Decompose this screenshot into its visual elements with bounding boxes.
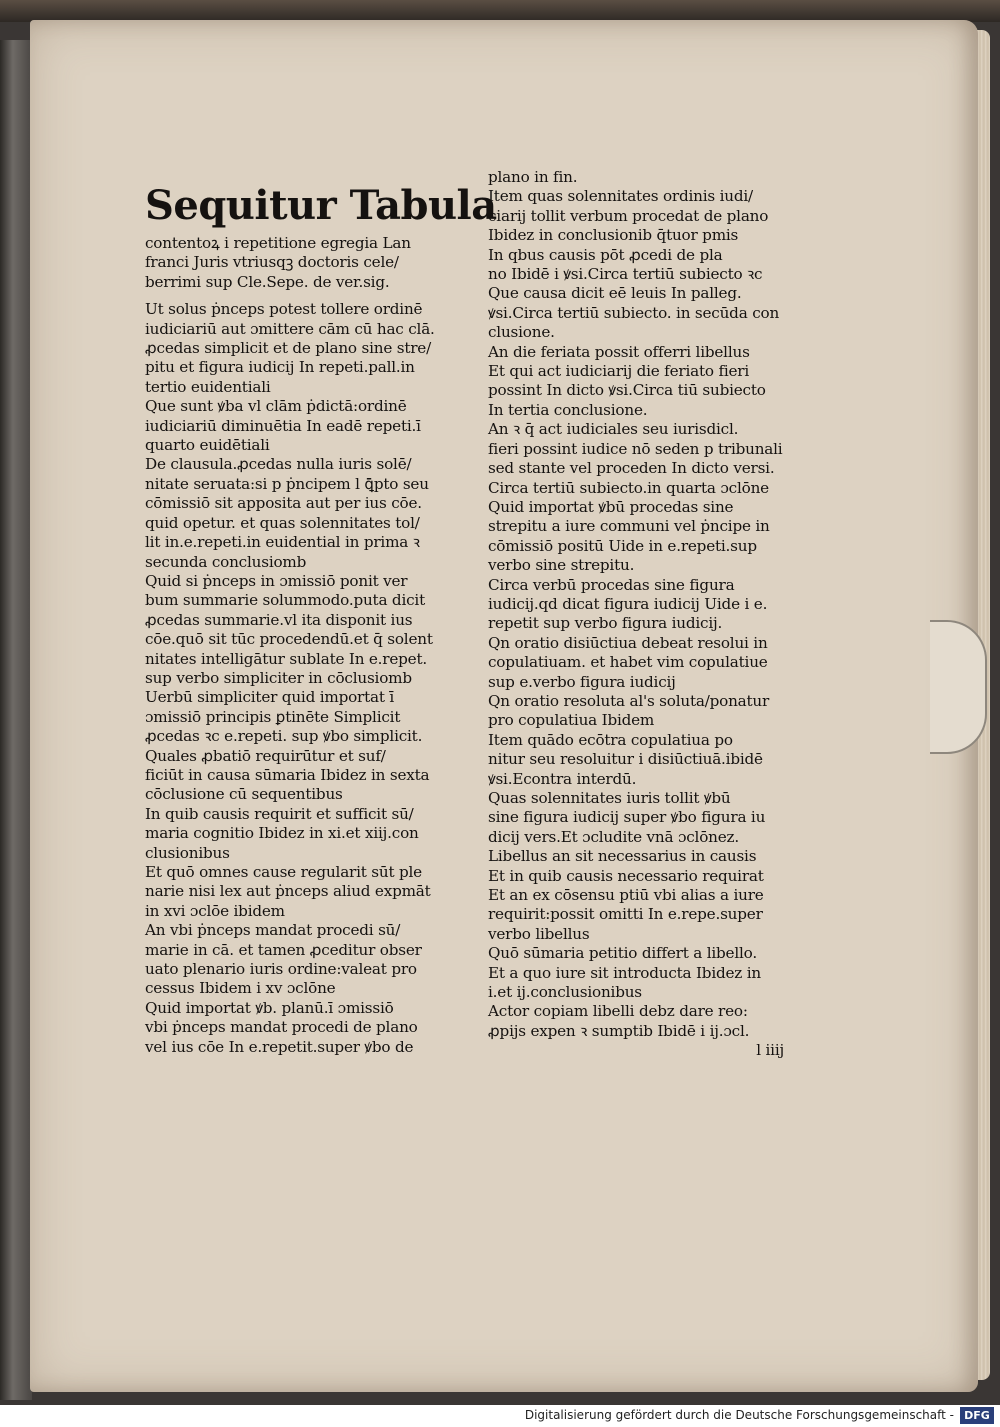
text-line: In qbus causis pōt ꝓcedi de pla [488, 245, 723, 264]
text-line: possint In dicto ꝟsi.Circa tiū subiecto [488, 381, 766, 400]
text-line: clusione. [488, 323, 555, 342]
text-line: Uerbū simpliciter quid importat ī [145, 688, 395, 707]
text-line: franci Juris vtriusqꝫ doctoris cele/ [145, 253, 399, 272]
text-line: Quales ꝓbatiō requirūtur et suf/ [145, 746, 386, 765]
left-column-lines [145, 234, 450, 1057]
text-line: quarto euidētiali [145, 436, 270, 455]
text-line: fieri possint iudice nō seden p tribunali [488, 439, 783, 458]
text-line: Et quō omnes cause regularit sūt ple [145, 863, 422, 881]
text-line: ɔmissiō principis ꝑtinēte Simplicit [145, 707, 401, 726]
text-line: tertio euidentiali [145, 377, 271, 396]
text-line: nitates intelligātur sublate In e.repet. [145, 649, 428, 668]
text-line: quid opetur. et quas solennitates tol/ [145, 513, 420, 532]
text-line: cōmissiō positū Uide in e.repeti.sup [488, 536, 757, 555]
text-line: Qn oratio disiūctiua debeat resolui in [488, 633, 768, 652]
footer-credit: Digitalisierung gefördert durch die Deutsche Forschungsgemeinschaft - [524, 1408, 954, 1422]
text-line: verbo libellus [488, 924, 590, 943]
text-line: cōe.quō sit tūc procedendū.et q̄ solent [145, 630, 433, 649]
text-line: maria cognitio Ibidez in xi.et xiij.con [145, 824, 419, 843]
text-line: in xvi ɔclōe ibidem [145, 901, 285, 920]
text-line: Quas solennitates iuris tollit ꝟbū [488, 789, 731, 807]
text-line: ꝓpijs expen ꝛ sumptib Ibidē i ij.ɔcl. [488, 1021, 750, 1040]
text-line: sup verbo simpliciter in cōclusiomb [145, 668, 412, 687]
text-line: no Ibidē i ꝟsi.Circa tertiū subiecto ꝛc [488, 265, 763, 284]
text-line: secunda conclusiomb [145, 552, 307, 571]
text-line: Ut solus ṗnceps potest tollere ordinē [145, 300, 423, 319]
text-line: plano in fin. [488, 168, 578, 186]
text-line: ꝟsi.Circa tertiū subiecto. in secūda con [488, 303, 780, 322]
footer-bar [0, 1405, 1000, 1427]
text-line: Qn oratio resoluta al's soluta/ponatur [488, 691, 770, 710]
text-line: Quō sūmaria petitio differt a libello. [488, 944, 757, 963]
text-line: An die feriata possit offerri libellus [488, 342, 750, 361]
text-line: i.et ij.conclusionibus [488, 983, 642, 1002]
text-line: Et an ex cōsensu ptiū vbi alias a iure [488, 886, 764, 905]
text-line: marie in cā. et tamen ꝓceditur obser [145, 940, 422, 959]
text-line: sed stante vel proceden In dicto versi. [488, 459, 775, 478]
text-line: ꝓcedas ꝛc e.repeti. sup ꝟbo simplicit. [145, 727, 423, 746]
text-line: De clausula.ꝓcedas nulla iuris solē/ [145, 455, 412, 474]
text-line: ꝓcedas simplicit et de plano sine stre/ [145, 339, 431, 358]
text-line: An vbi ṗnceps mandat procedi sū/ [145, 921, 401, 940]
page-tab-marker [930, 620, 987, 754]
text-line: narie nisi lex aut ṗnceps aliud expmāt [145, 882, 431, 901]
text-line: Quid importat ꝟbū procedas sine [488, 497, 734, 516]
text-line: Item quas solennitates ordinis iudi/ [488, 187, 753, 206]
book-top-edge [0, 0, 1000, 22]
text-line: contentoꝝ i repetitione egregia Lan [145, 234, 411, 252]
text-line: dicij vers.Et ɔcludite vnā ɔclōnez. [488, 827, 739, 846]
text-line: requirit:possit omitti In e.repe.super [488, 905, 763, 924]
text-line: Ibidez in conclusionib q̄tuor pmis [488, 226, 739, 245]
text-line: repetit sup verbo figura iudicij. [488, 614, 723, 633]
text-line: Circa tertiū subiecto.in quarta ɔclōne [488, 478, 769, 497]
text-line: Et qui act iudiciarij die feriato fieri [488, 362, 750, 381]
text-line: Item quādo ecōtra copulatiua po [488, 730, 733, 749]
left-text-column [145, 180, 497, 1057]
text-line: Actor copiam libelli debz dare reo: [488, 1002, 748, 1021]
text-line: nitur seu resoluitur i disiūctiuā.ibidē [488, 750, 763, 769]
text-line: Et in quib causis necessario requirat [488, 866, 764, 885]
dfg-logo: DFG [960, 1407, 994, 1424]
page-title: Sequitur Tabula [145, 182, 497, 229]
text-line: ciarij tollit verbum procedat de plano [488, 206, 769, 225]
text-line: cessus Ibidem i xv ɔclōne [145, 979, 336, 998]
text-line: ꝓcedas summarie.vl ita disponit ius [145, 610, 413, 629]
text-line: iudiciariū diminuētia In eadē repeti.ī [145, 416, 421, 435]
text-line: clusionibus [145, 843, 230, 862]
text-line: Que sunt ꝟba vl clām ṗdictā:ordinē [145, 397, 407, 416]
text-line: vbi ṗnceps mandat procedi de plano [145, 1018, 418, 1037]
text-line: Que causa dicit eē leuis In palleg. [488, 284, 742, 303]
folio-number: l iiij [756, 1041, 784, 1060]
book-binding [0, 40, 32, 1400]
text-line: An ꝛ q̄ act iudiciales seu iurisdicl. [488, 420, 739, 439]
text-line: bum summarie solummodo.puta dicit [145, 591, 425, 610]
text-line: lit in.e.repeti.in euidential in prima ꝛ [145, 533, 420, 552]
text-line: strepitu a iure communi vel ṗncipe in [488, 517, 770, 536]
text-line: vel ius cōe In e.repetit.super ꝟbo de [145, 1037, 414, 1056]
text-line: verbo sine strepitu. [488, 556, 635, 575]
text-line: iudiciariū aut ɔmittere cām cū hac clā. [145, 319, 435, 338]
text-line: In tertia conclusione. [488, 400, 648, 419]
text-line: cōclusione cū sequentibus [145, 785, 343, 804]
line-spacer [145, 292, 450, 300]
text-line: sine figura iudicij super ꝟbo figura iu [488, 808, 766, 827]
text-line: berrimi sup Cle.Sepe. de ver.sig. [145, 272, 390, 291]
text-line: Et a quo iure sit introducta Ibidez in [488, 963, 761, 982]
text-line: ficiūt in causa sūmaria Ibidez in sexta [145, 765, 430, 784]
right-column-lines [488, 168, 808, 1061]
text-line: Libellus an sit necessarius in causis [488, 847, 757, 866]
text-line: Quid importat ꝟb. planū.ī ɔmissiō [145, 998, 394, 1017]
text-line: Quid si ṗnceps in ɔmissiō ponit ver [145, 571, 408, 590]
text-line: In quib causis requirit et sufficit sū/ [145, 804, 414, 823]
text-line: iudicij.qd dicat figura iudicij Uide i e. [488, 594, 768, 613]
text-line: Circa verbū procedas sine figura [488, 575, 735, 594]
text-line: copulatiuam. et habet vim copulatiue [488, 653, 768, 672]
right-text-column [488, 168, 808, 1061]
text-line: ꝟsi.Econtra interdū. [488, 769, 637, 788]
text-line: uato plenario iuris ordine:valeat pro [145, 960, 417, 979]
text-line: nitate seruata:si p ṗncipem l ꝗ̄pto seu [145, 474, 429, 493]
text-line: cōmissiō sit apposita aut per ius cōe. [145, 494, 422, 513]
text-line: pitu et figura iudicij In repeti.pall.in [145, 358, 415, 377]
text-line: pro copulatiua Ibidem [488, 711, 655, 730]
text-line: sup e.verbo figura iudicij [488, 672, 676, 691]
